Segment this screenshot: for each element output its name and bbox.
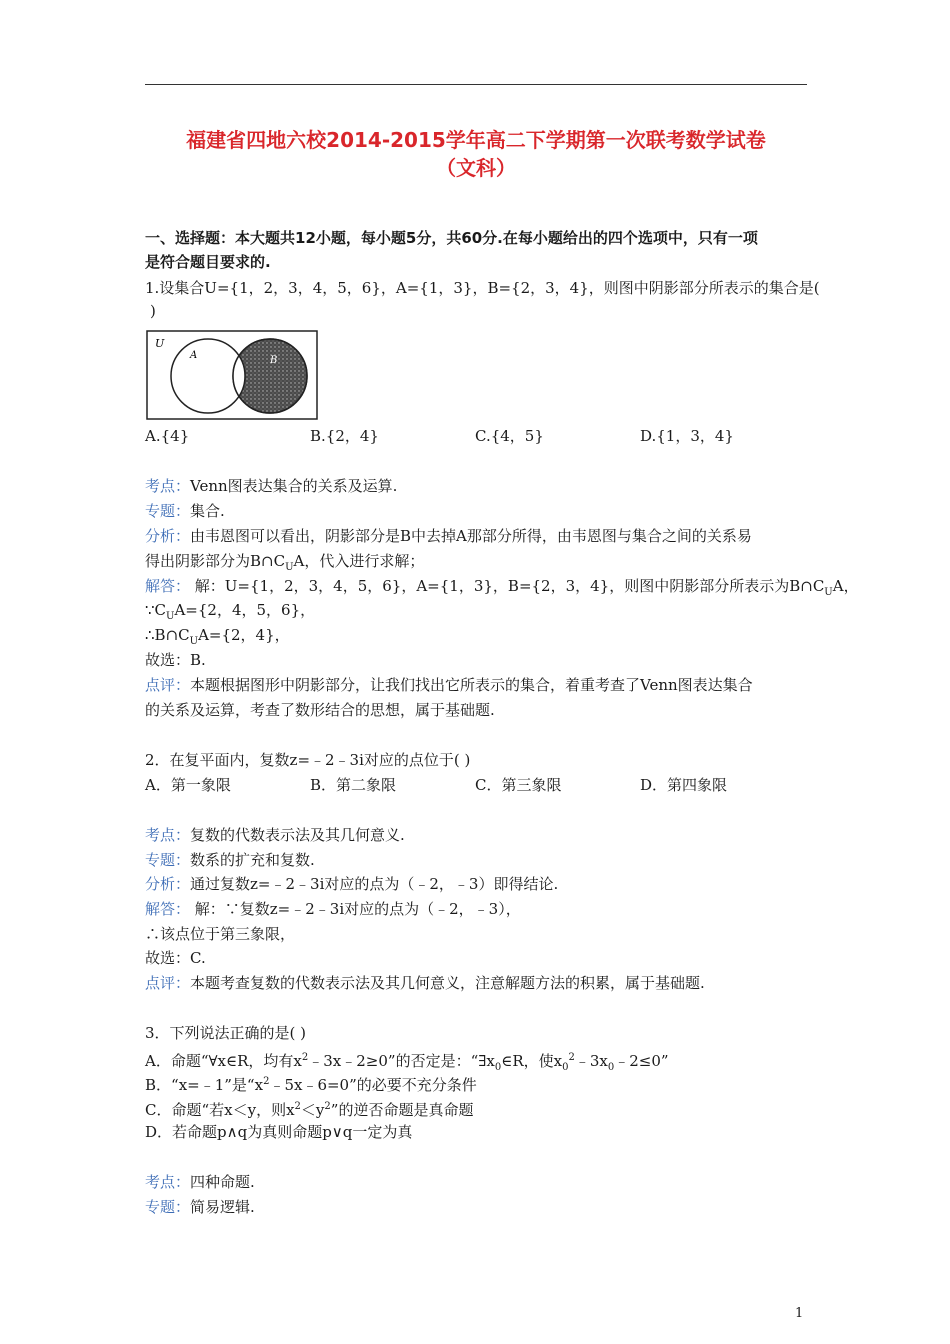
q1-dianping-line1: 点评：本题根据图形中阴影部分，让我们找出它所表示的集合，着重考查了Venn图表达集合 xyxy=(145,676,753,694)
q3-option-b: B．“x=﹣1”是“$x^2﹣5x﹣6=0$”的必要不充分条件 xyxy=(145,1076,477,1094)
venn-label-u: U xyxy=(155,337,165,350)
label-dianping: 点评： xyxy=(145,676,191,694)
q1-option-c: C.{4，5} xyxy=(475,427,544,445)
q1-option-b: B.{2，4} xyxy=(310,427,379,445)
q1-option-d: D.{1，3，4} xyxy=(640,427,734,445)
q1-jieda-line2: $\because C_UA=\{2$，4，5，6}， xyxy=(145,601,316,622)
q2-option-d: D．第四象限 xyxy=(640,776,728,794)
venn-label-b: B xyxy=(270,355,278,366)
q1-dianping-line2: 的关系及运算，考查了数形结合的思想，属于基础题. xyxy=(145,701,495,719)
q2-dianping: 点评：本题考查复数的代数表示法及其几何意义，注意解题方法的积累，属于基础题. xyxy=(145,974,705,992)
q1-option-a: A.{4} xyxy=(145,427,190,445)
q2-option-b: B．第二象限 xyxy=(310,776,397,794)
q3-option-c: C．命题“若x＜y，则$x^2<y^2$”的逆否命题是真命题 xyxy=(145,1101,474,1119)
label-fenxi: 分析： xyxy=(145,527,191,545)
q1-kaodian: 考点：Venn图表达集合的关系及运算. xyxy=(145,477,398,495)
q2-fenxi: 分析：通过复数z=﹣2﹣3i对应的点为（﹣2，﹣3）即得结论. xyxy=(145,875,559,893)
q3-stem: 3．下列说法正确的是( ) xyxy=(145,1024,307,1042)
q3-option-d: D．若命题p∧q为真则命题p∨q一定为真 xyxy=(145,1123,413,1141)
q1-zhuanti: 专题：集合. xyxy=(145,502,225,520)
section-heading-line1: 一、选择题：本大题共12小题，每小题5分，共60分.在每小题给出的四个选项中，只有一项 xyxy=(145,229,758,247)
q2-kaodian: 考点：复数的代数表示法及其几何意义. xyxy=(145,826,405,844)
q2-option-a: A．第一象限 xyxy=(145,776,231,794)
q1-fenxi-line1: 分析：由韦恩图可以看出，阴影部分是B中去掉A那部分所得，由韦恩图与集合之间的关系易 xyxy=(145,527,752,545)
q1-jieda-line4: 故选：B. xyxy=(145,651,206,669)
label-jieda: 解答： xyxy=(145,577,191,595)
q3-option-a: A．命题“∀x∈R，均有$x^2﹣3x﹣2\ge 0$”的否定是：“$\exists x_0\in R$，使$x_0^2﹣3x_0﹣2\le 0$” xyxy=(145,1052,669,1073)
q1-stem-line1: 1.设集合U={1，2，3，4，5，6}，A={1，3}，B={2，3，4}，则图中阴影部分所表示的集合是( xyxy=(145,279,820,297)
q1-stem-line2: ) xyxy=(150,302,156,320)
venn-diagram xyxy=(146,330,318,420)
page-title: 福建省四地六校2014-2015学年高二下学期第一次联考数学试卷 xyxy=(186,128,766,152)
q2-zhuanti: 专题：数系的扩充和复数. xyxy=(145,851,315,869)
page-number: 1 xyxy=(795,1306,804,1321)
q2-stem: 2．在复平面内，复数z=﹣2﹣3i对应的点位于( ) xyxy=(145,751,471,769)
venn-label-a: A xyxy=(190,350,198,361)
q2-jieda-line1: 解答： 解：∵复数z=﹣2﹣3i对应的点为（﹣2，﹣3）， xyxy=(145,900,521,918)
section-heading-line2: 是符合题目要求的. xyxy=(145,253,271,271)
q2-jieda-line2: ∴该点位于第三象限， xyxy=(145,925,296,943)
q1-fenxi-line2: 得出阴影部分为$B\cap C_UA$，代入进行求解； xyxy=(145,552,425,573)
q2-jieda-line3: 故选：C. xyxy=(145,949,206,967)
q3-zhuanti: 专题：简易逻辑. xyxy=(145,1198,255,1216)
header-rule xyxy=(145,84,807,85)
q1-jieda-line3: $\therefore B\cap C_UA=\{2$，4}， xyxy=(145,626,290,647)
q2-option-c: C．第三象限 xyxy=(475,776,562,794)
q3-kaodian: 考点：四种命题. xyxy=(145,1173,255,1191)
q1-jieda-line1: 解答： 解：U={1，2，3，4，5，6}，A={1，3}，B={2，3，4}，则图中阴影部分所表示为$B\cap C_UA$， xyxy=(145,577,859,598)
label-zhuanti: 专题： xyxy=(145,502,191,520)
label-kaodian: 考点： xyxy=(145,477,191,495)
page-subtitle: （文科） xyxy=(436,156,516,180)
